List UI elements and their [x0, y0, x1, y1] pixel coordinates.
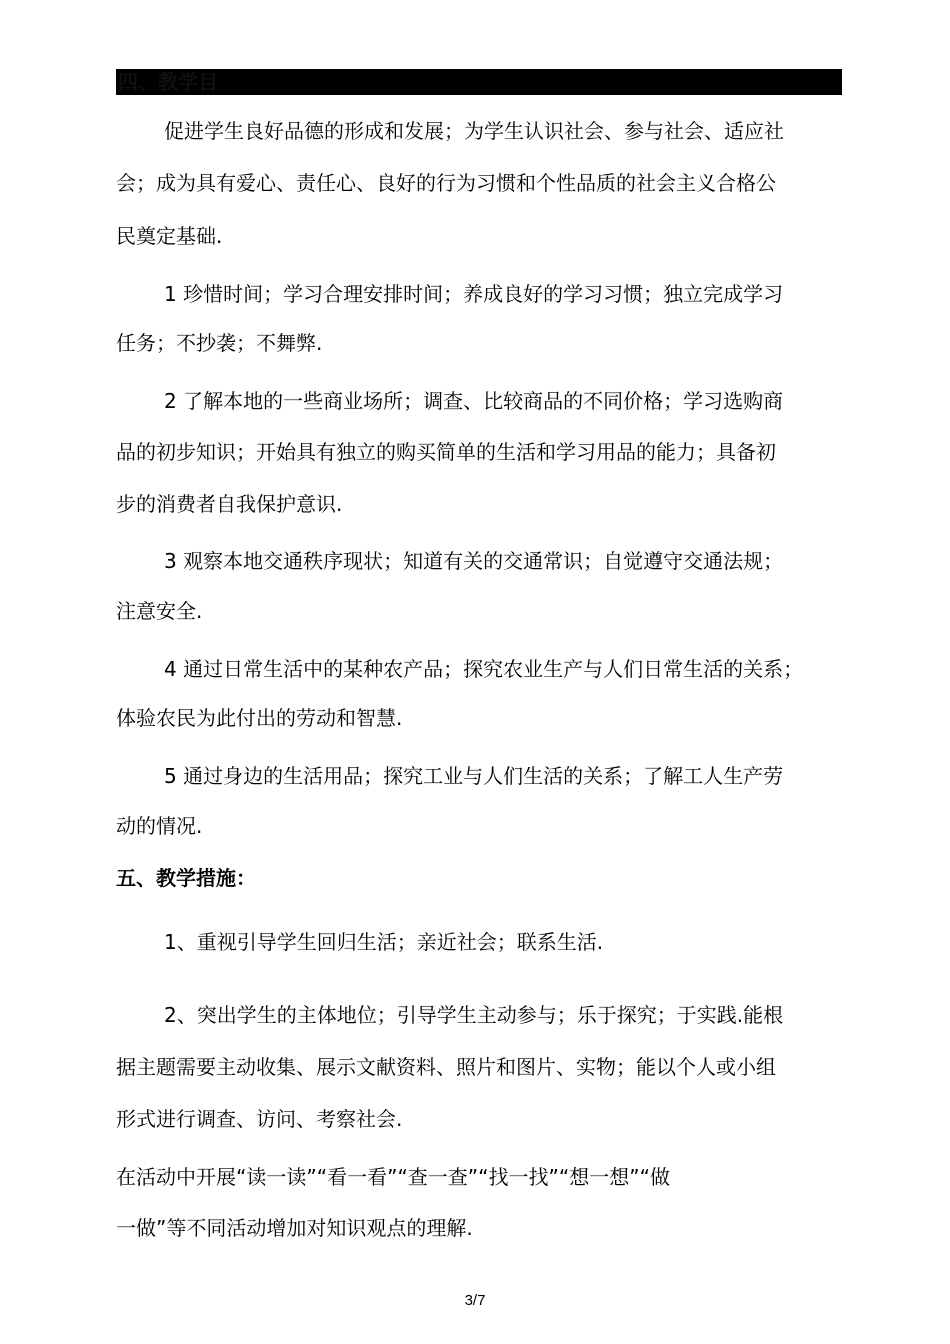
goal-3-line-2: 注意安全.	[116, 599, 203, 623]
section-4-heading: 四、教学目	[118, 70, 218, 94]
section-4-heading-bar	[116, 69, 842, 95]
goal-4-line-2: 体验农民为此付出的劳动和智慧.	[116, 706, 403, 730]
activities-line-1: 在活动中开展“读一读”“看一看”“查一查”“找一找”“想一想”“做	[116, 1165, 670, 1189]
measure-2-line-1: 2、突出学生的主体地位；引导学生主动参与；乐于探究；于实践.能根	[164, 1003, 784, 1027]
intro-paragraph-line-2: 会；成为具有爱心、责任心、良好的行为习惯和个性品质的社会主义合格公	[116, 171, 776, 195]
intro-paragraph-line-1: 促进学生良好品德的形成和发展；为学生认识社会、参与社会、适应社	[164, 119, 784, 143]
goal-1-line-2: 任务；不抄袭；不舞弊.	[116, 331, 323, 355]
goal-5-line-1: 5 通过身边的生活用品；探究工业与人们生活的关系；了解工人生产劳	[164, 764, 784, 788]
measure-2-line-3: 形式进行调查、访问、考察社会.	[116, 1107, 403, 1131]
measure-2-line-2: 据主题需要主动收集、展示文献资料、照片和图片、实物；能以个人或小组	[116, 1055, 776, 1079]
goal-5-line-2: 动的情况.	[116, 814, 203, 838]
goal-2-line-3: 步的消费者自我保护意识.	[116, 492, 343, 516]
intro-paragraph-line-3: 民奠定基础.	[116, 224, 223, 248]
goal-4-line-1: 4 通过日常生活中的某种农产品；探究农业生产与人们日常生活的关系；	[164, 657, 804, 681]
goal-2-line-1: 2 了解本地的一些商业场所；调查、比较商品的不同价格；学习选购商	[164, 389, 784, 413]
goal-2-line-2: 品的初步知识；开始具有独立的购买简单的生活和学习用品的能力；具备初	[116, 440, 776, 464]
page-number: 3/7	[464, 1292, 486, 1309]
section-5-heading: 五、教学措施：	[116, 866, 256, 890]
goal-3-line-1: 3 观察本地交通秩序现状；知道有关的交通常识；自觉遵守交通法规；	[164, 549, 784, 573]
goal-1-line-1: 1 珍惜时间；学习合理安排时间；养成良好的学习习惯；独立完成学习	[164, 282, 784, 306]
measure-1-line-1: 1、重视引导学生回归生活；亲近社会；联系生活.	[164, 930, 604, 954]
activities-line-2: 一做”等不同活动增加对知识观点的理解.	[116, 1216, 473, 1240]
